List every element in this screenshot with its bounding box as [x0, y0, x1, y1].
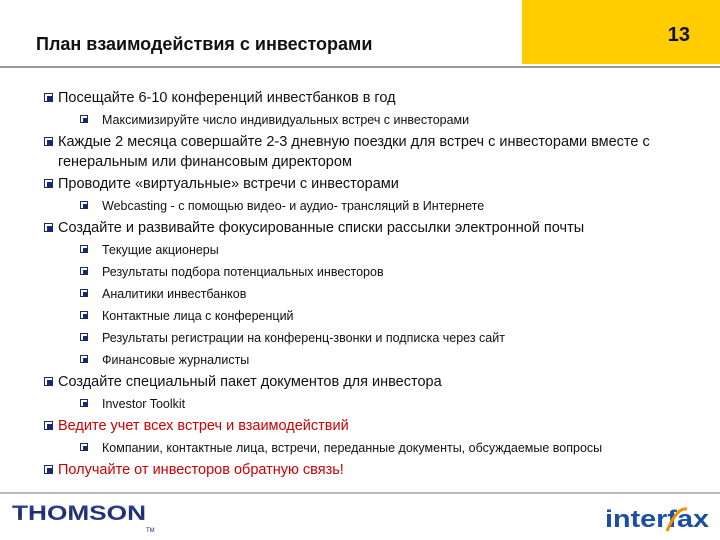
- square-bullet-icon: [80, 115, 88, 123]
- sub-list-item: [44, 328, 704, 348]
- square-bullet-icon: [80, 333, 88, 341]
- interfax-logo-graphic: [605, 505, 713, 535]
- footer-divider: [0, 492, 720, 494]
- square-bullet-icon: [80, 201, 88, 209]
- header-divider: [0, 66, 720, 68]
- page-number: 13: [667, 24, 690, 46]
- list-item-text: Посещайте 6-10 конференций инвестбанков в год: [58, 90, 396, 106]
- page-number-box: [522, 0, 720, 64]
- list-item-text: Получайте от инвесторов обратную связь!: [58, 462, 344, 478]
- list-item-text: Максимизируйте число индивидуальных встреч с инвесторами: [102, 113, 470, 127]
- list-item-text: Создайте специальный пакет документов для инвестора: [58, 374, 442, 390]
- sub-list-item: [44, 262, 704, 282]
- list-item: [44, 460, 704, 480]
- sub-list-item: [44, 438, 704, 458]
- square-bullet-icon: [44, 137, 53, 146]
- sub-list-item: [44, 196, 704, 216]
- sub-list-item: [44, 284, 704, 304]
- thomson-logo-graphic: [8, 500, 158, 534]
- square-bullet-icon: [80, 399, 88, 407]
- list-item: [44, 416, 704, 436]
- list-item-text: Каждые 2 месяца совершайте 2-3 дневную поездки для встреч с инвесторами вместе с генеральным или финансовым директором: [58, 134, 650, 170]
- list-item-text: Текущие акционеры: [102, 243, 219, 257]
- list-item-text: Проводите «виртуальные» встречи с инвесторами: [58, 176, 399, 192]
- list-item-text: Контактные лица с конференций: [102, 309, 294, 323]
- bullet-list: [44, 88, 704, 482]
- list-item-text: Аналитики инвестбанков: [102, 287, 247, 301]
- square-bullet-icon: [80, 245, 88, 253]
- sub-list-item: [44, 350, 704, 370]
- list-item-text: Investor Toolkit: [102, 397, 186, 411]
- sub-list-item: [44, 394, 704, 414]
- interfax-logo: [605, 505, 713, 540]
- square-bullet-icon: [80, 267, 88, 275]
- thomson-logo-tm: TM: [146, 528, 155, 534]
- list-item-text: Компании, контактные лица, встречи, переданные документы, обсуждаемые вопросы: [102, 441, 603, 455]
- list-item-text: Финансовые журналисты: [102, 353, 250, 367]
- list-item-text: Ведите учет всех встреч и взаимодействий: [58, 418, 349, 434]
- square-bullet-icon: [44, 223, 53, 232]
- square-bullet-icon: [44, 377, 53, 386]
- list-item-text: Создайте и развивайте фокусированные списки рассылки электронной почты: [58, 220, 585, 236]
- list-item: [44, 88, 704, 108]
- sub-list-item: [44, 110, 704, 130]
- sub-list-item: [44, 306, 704, 326]
- list-item-text: Результаты подбора потенциальных инвесторов: [102, 265, 384, 279]
- square-bullet-icon: [44, 179, 53, 188]
- list-item: [44, 132, 704, 172]
- interfax-logo-text: interfax: [605, 506, 710, 533]
- list-item: [44, 372, 704, 392]
- square-bullet-icon: [80, 311, 88, 319]
- square-bullet-icon: [44, 465, 53, 474]
- page-title: План взаимодействия с инвесторами: [36, 34, 373, 54]
- list-item-text: Результаты регистрации на конференц-звонки и подписка через сайт: [102, 331, 505, 345]
- list-item: [44, 218, 704, 238]
- square-bullet-icon: [80, 355, 88, 363]
- square-bullet-icon: [80, 289, 88, 297]
- list-item: [44, 174, 704, 194]
- sub-list-item: [44, 240, 704, 260]
- square-bullet-icon: [44, 421, 53, 430]
- square-bullet-icon: [80, 443, 88, 451]
- thomson-logo: [8, 500, 158, 539]
- square-bullet-icon: [44, 93, 53, 102]
- thomson-logo-text: THOMSON: [12, 502, 146, 525]
- list-item-text: Webcasting - с помощью видео- и аудио- трансляций в Интернете: [102, 199, 485, 213]
